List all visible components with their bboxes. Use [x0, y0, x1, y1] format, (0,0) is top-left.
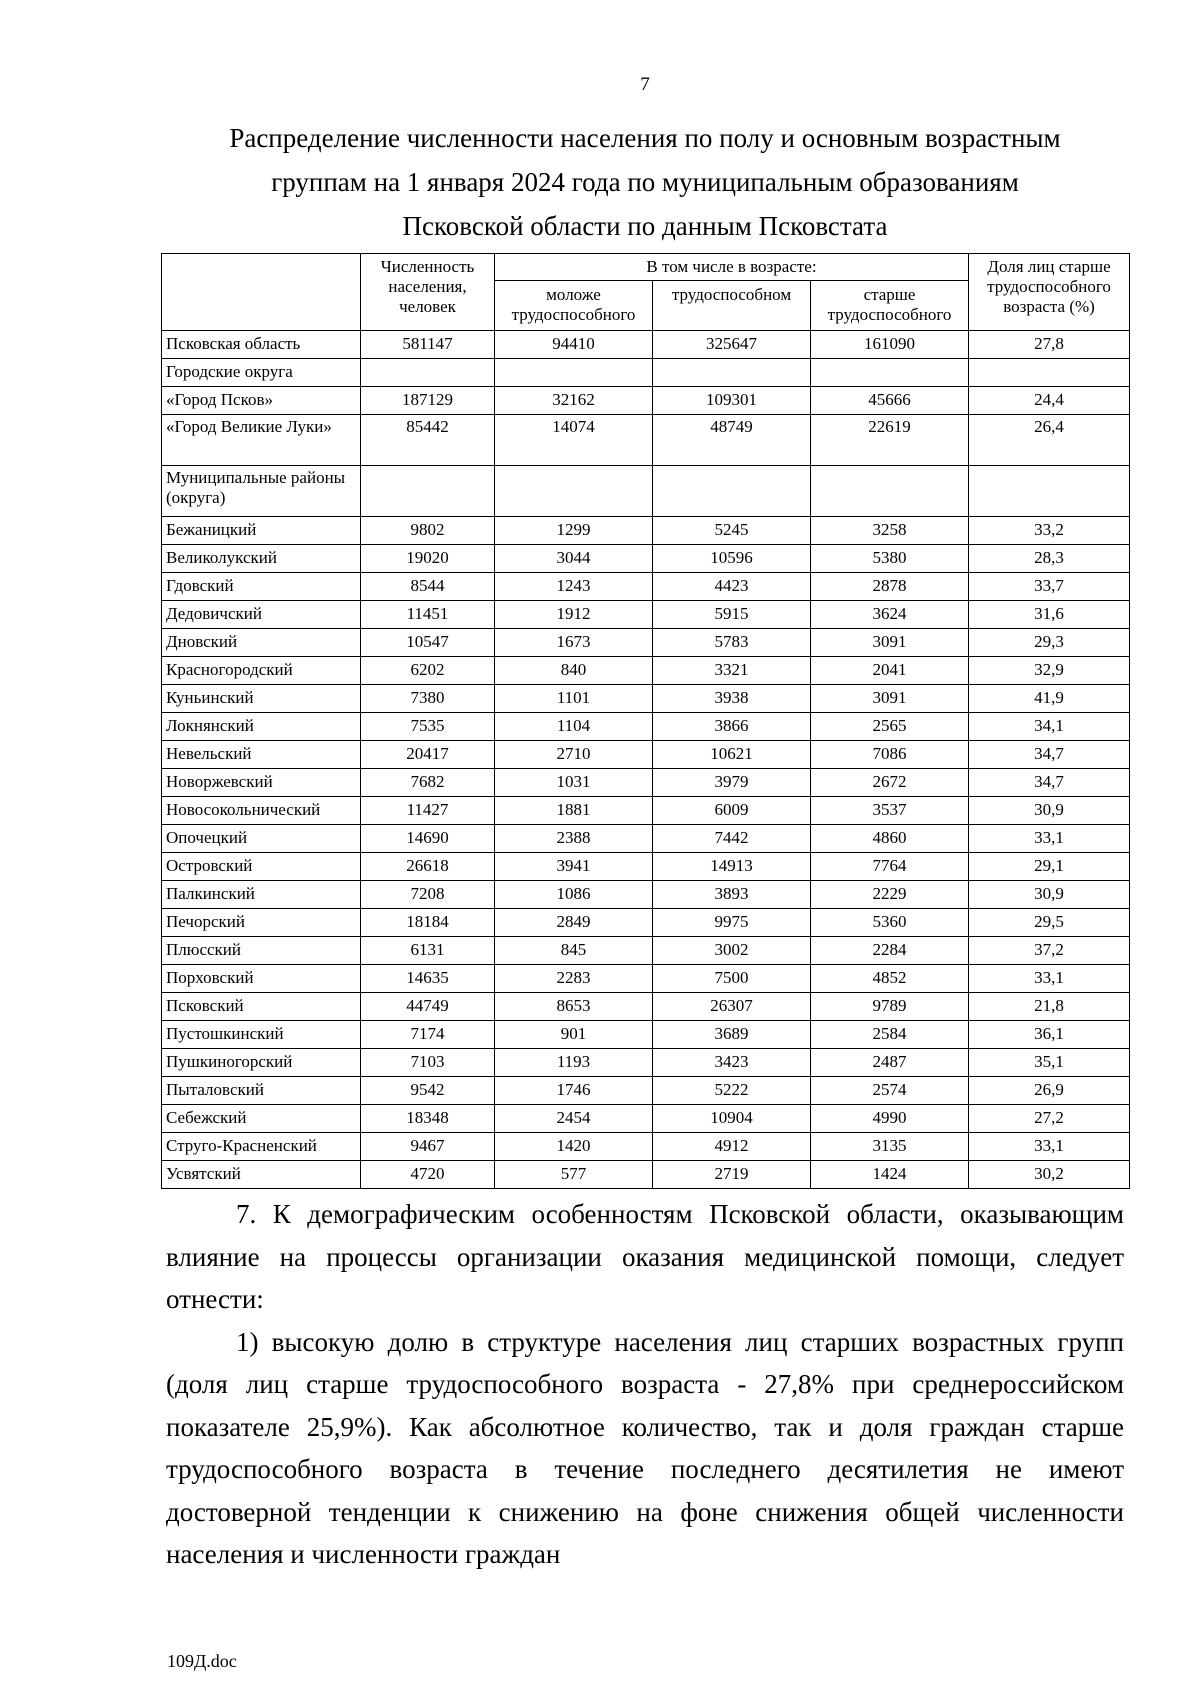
- cell-name: Палкинский: [162, 881, 361, 909]
- table-row: [162, 741, 1130, 769]
- table-row: [162, 1021, 1130, 1049]
- cell-share: 33,7: [969, 573, 1130, 601]
- cell-name: «Город Великие Луки»: [162, 415, 361, 466]
- cell-young: 1746: [495, 1077, 653, 1105]
- cell-young: 2283: [495, 965, 653, 993]
- cell-total: 26618: [361, 853, 495, 881]
- cell-total: 6202: [361, 657, 495, 685]
- cell-young: 1881: [495, 797, 653, 825]
- cell-old: 2565: [811, 713, 969, 741]
- cell-name: Локнянский: [162, 713, 361, 741]
- cell-old: 2284: [811, 937, 969, 965]
- header-younger: моложе трудоспособного: [495, 281, 653, 331]
- cell-total: 14690: [361, 825, 495, 853]
- cell-name: Новоржевский: [162, 769, 361, 797]
- cell-old: 5380: [811, 545, 969, 573]
- cell-young: 1420: [495, 1133, 653, 1161]
- cell-share: 34,7: [969, 769, 1130, 797]
- cell-total: 6131: [361, 937, 495, 965]
- cell-total: 187129: [361, 387, 495, 415]
- cell-name: Дновский: [162, 629, 361, 657]
- cell-share: 33,1: [969, 825, 1130, 853]
- table-row: [162, 965, 1130, 993]
- paragraph-item-7: 7. К демографическим особенностям Псковской области, оказывающим влияние на процессы организации оказания медицинской помощи, следует отнести:: [166, 1199, 1124, 1314]
- cell-name: Струго-Красненский: [162, 1133, 361, 1161]
- cell-name: Псковская область: [162, 331, 361, 359]
- cell-work: [653, 466, 811, 517]
- cell-name: Невельский: [162, 741, 361, 769]
- cell-old: 3135: [811, 1133, 969, 1161]
- table-row: [162, 1077, 1130, 1105]
- cell-total: 18184: [361, 909, 495, 937]
- cell-work: 5915: [653, 601, 811, 629]
- cell-work: 14913: [653, 853, 811, 881]
- table-row: [162, 415, 1130, 466]
- table-row: [162, 993, 1130, 1021]
- cell-name: Печорский: [162, 909, 361, 937]
- cell-share: 31,6: [969, 601, 1130, 629]
- cell-total: 7174: [361, 1021, 495, 1049]
- table-row: [162, 387, 1130, 415]
- table-header: [162, 254, 1130, 331]
- table-row: [162, 713, 1130, 741]
- cell-old: 4852: [811, 965, 969, 993]
- cell-young: 845: [495, 937, 653, 965]
- cell-old: 4990: [811, 1105, 969, 1133]
- table-row: [162, 797, 1130, 825]
- header-working: трудоспособном: [653, 281, 811, 331]
- cell-share: 24,4: [969, 387, 1130, 415]
- cell-name: Красногородский: [162, 657, 361, 685]
- cell-old: 2672: [811, 769, 969, 797]
- cell-work: 10596: [653, 545, 811, 573]
- cell-total: 20417: [361, 741, 495, 769]
- cell-share: 34,7: [969, 741, 1130, 769]
- cell-young: 2710: [495, 741, 653, 769]
- cell-old: 7764: [811, 853, 969, 881]
- cell-young: 1101: [495, 685, 653, 713]
- cell-share: 30,9: [969, 881, 1130, 909]
- cell-old: 2229: [811, 881, 969, 909]
- cell-name: Бежаницкий: [162, 517, 361, 545]
- file-name-footer: 109Д.doc: [167, 1651, 237, 1671]
- cell-total: 85442: [361, 415, 495, 466]
- header-population: Численность населения, человек: [361, 254, 495, 331]
- cell-total: 18348: [361, 1105, 495, 1133]
- population-table: [161, 253, 1130, 1189]
- cell-total: 11451: [361, 601, 495, 629]
- cell-work: 10904: [653, 1105, 811, 1133]
- table-row: [162, 909, 1130, 937]
- cell-share: 36,1: [969, 1021, 1130, 1049]
- cell-total: [361, 359, 495, 387]
- cell-share: 37,2: [969, 937, 1130, 965]
- cell-young: 1299: [495, 517, 653, 545]
- cell-share: 29,5: [969, 909, 1130, 937]
- table-row: [162, 685, 1130, 713]
- cell-total: 14635: [361, 965, 495, 993]
- table-body: [162, 331, 1130, 1189]
- header-older: старше трудоспособного: [811, 281, 969, 331]
- table-row: [162, 545, 1130, 573]
- cell-work: [653, 359, 811, 387]
- cell-work: 109301: [653, 387, 811, 415]
- cell-young: 1912: [495, 601, 653, 629]
- cell-share: 33,2: [969, 517, 1130, 545]
- table-row: [162, 331, 1130, 359]
- cell-work: 3002: [653, 937, 811, 965]
- cell-total: 7535: [361, 713, 495, 741]
- cell-young: 2849: [495, 909, 653, 937]
- cell-share: [969, 466, 1130, 517]
- cell-young: [495, 466, 653, 517]
- cell-work: 3866: [653, 713, 811, 741]
- cell-name: Усвятский: [162, 1161, 361, 1189]
- cell-young: 577: [495, 1161, 653, 1189]
- cell-share: 35,1: [969, 1049, 1130, 1077]
- cell-share: 21,8: [969, 993, 1130, 1021]
- cell-young: 1104: [495, 713, 653, 741]
- cell-total: 11427: [361, 797, 495, 825]
- title-line-2: группам на 1 января 2024 года по муниципальным образованиям: [271, 167, 1019, 197]
- table-row: [162, 601, 1130, 629]
- cell-total: 4720: [361, 1161, 495, 1189]
- cell-name: Себежский: [162, 1105, 361, 1133]
- document-title: [160, 116, 1130, 248]
- cell-work: 9975: [653, 909, 811, 937]
- cell-old: 2041: [811, 657, 969, 685]
- table-row: [162, 825, 1130, 853]
- cell-work: 10621: [653, 741, 811, 769]
- cell-work: 7442: [653, 825, 811, 853]
- cell-old: 7086: [811, 741, 969, 769]
- header-share: Доля лиц старше трудоспособного возраста (%): [969, 254, 1130, 331]
- cell-share: 34,1: [969, 713, 1130, 741]
- table-row: [162, 1105, 1130, 1133]
- cell-share: 29,1: [969, 853, 1130, 881]
- cell-total: 7208: [361, 881, 495, 909]
- cell-name: Опочецкий: [162, 825, 361, 853]
- cell-name: Плюсский: [162, 937, 361, 965]
- table-row: [162, 881, 1130, 909]
- cell-work: 48749: [653, 415, 811, 466]
- cell-old: 3624: [811, 601, 969, 629]
- cell-young: 3044: [495, 545, 653, 573]
- cell-old: 22619: [811, 415, 969, 466]
- table-row: [162, 359, 1130, 387]
- cell-name: Новосокольнический: [162, 797, 361, 825]
- cell-young: 14074: [495, 415, 653, 466]
- cell-total: [361, 466, 495, 517]
- table-row: [162, 1133, 1130, 1161]
- cell-share: 26,4: [969, 415, 1130, 466]
- table-row: [162, 657, 1130, 685]
- cell-name: «Город Псков»: [162, 387, 361, 415]
- cell-work: 3689: [653, 1021, 811, 1049]
- cell-share: 29,3: [969, 629, 1130, 657]
- cell-old: 45666: [811, 387, 969, 415]
- cell-total: 9802: [361, 517, 495, 545]
- cell-share: 26,9: [969, 1077, 1130, 1105]
- cell-old: 1424: [811, 1161, 969, 1189]
- cell-young: [495, 359, 653, 387]
- cell-total: 8544: [361, 573, 495, 601]
- cell-young: 8653: [495, 993, 653, 1021]
- cell-name: Гдовский: [162, 573, 361, 601]
- cell-young: 1193: [495, 1049, 653, 1077]
- cell-work: 5222: [653, 1077, 811, 1105]
- cell-old: 5360: [811, 909, 969, 937]
- cell-name: Дедовичский: [162, 601, 361, 629]
- cell-old: 3537: [811, 797, 969, 825]
- cell-name: Порховский: [162, 965, 361, 993]
- cell-total: 7380: [361, 685, 495, 713]
- cell-work: 7500: [653, 965, 811, 993]
- table-row: [162, 853, 1130, 881]
- cell-young: 1086: [495, 881, 653, 909]
- cell-young: 94410: [495, 331, 653, 359]
- cell-name: Муниципальные районы (округа): [162, 466, 361, 517]
- cell-old: 161090: [811, 331, 969, 359]
- header-empty-cell: [162, 254, 361, 331]
- cell-share: 27,8: [969, 331, 1130, 359]
- paragraph-item-1: 1) высокую долю в структуре населения лиц старших возрастных групп (доля лиц старше трудоспособного возраста - 27,8% при среднероссийском показателе 25,9%). Как абсолютное количество, так и доля граждан старше трудоспособного возраста в течение последнего десятилетия не имеют достоверной тенденции к снижению на фоне снижения общей численности населения и численности граждан: [166, 1326, 1124, 1569]
- cell-work: 3893: [653, 881, 811, 909]
- cell-old: 2574: [811, 1077, 969, 1105]
- cell-name: Городские округа: [162, 359, 361, 387]
- cell-work: 3423: [653, 1049, 811, 1077]
- cell-young: 32162: [495, 387, 653, 415]
- title-line-1: Распределение численности населения по полу и основным возрастным: [229, 123, 1061, 153]
- table-row: [162, 573, 1130, 601]
- cell-total: 581147: [361, 331, 495, 359]
- cell-total: 7682: [361, 769, 495, 797]
- page-number: 7: [640, 74, 650, 95]
- cell-name: Псковский: [162, 993, 361, 1021]
- header-age-group: В том числе в возрасте:: [495, 254, 969, 281]
- table-row: [162, 1161, 1130, 1189]
- cell-work: 4423: [653, 573, 811, 601]
- cell-work: 3321: [653, 657, 811, 685]
- cell-share: 41,9: [969, 685, 1130, 713]
- cell-old: 9789: [811, 993, 969, 1021]
- cell-name: Пыталовский: [162, 1077, 361, 1105]
- cell-name: Островский: [162, 853, 361, 881]
- cell-old: [811, 359, 969, 387]
- cell-old: 2487: [811, 1049, 969, 1077]
- cell-total: 19020: [361, 545, 495, 573]
- cell-total: 7103: [361, 1049, 495, 1077]
- cell-work: 5245: [653, 517, 811, 545]
- cell-young: 1031: [495, 769, 653, 797]
- cell-work: 26307: [653, 993, 811, 1021]
- cell-work: 325647: [653, 331, 811, 359]
- body-text: [166, 1193, 1124, 1576]
- cell-old: 2584: [811, 1021, 969, 1049]
- cell-name: Великолукский: [162, 545, 361, 573]
- cell-name: Куньинский: [162, 685, 361, 713]
- cell-share: 28,3: [969, 545, 1130, 573]
- cell-young: 2388: [495, 825, 653, 853]
- title-line-3: Псковской области по данным Псковстата: [402, 211, 888, 241]
- cell-old: 4860: [811, 825, 969, 853]
- cell-work: 6009: [653, 797, 811, 825]
- cell-work: 5783: [653, 629, 811, 657]
- cell-share: [969, 359, 1130, 387]
- cell-share: 30,9: [969, 797, 1130, 825]
- cell-total: 9467: [361, 1133, 495, 1161]
- table-row: [162, 629, 1130, 657]
- cell-total: 10547: [361, 629, 495, 657]
- cell-old: 3091: [811, 685, 969, 713]
- cell-total: 44749: [361, 993, 495, 1021]
- cell-work: 3938: [653, 685, 811, 713]
- cell-young: 901: [495, 1021, 653, 1049]
- cell-share: 33,1: [969, 965, 1130, 993]
- cell-old: 3091: [811, 629, 969, 657]
- table-row: [162, 937, 1130, 965]
- cell-work: 2719: [653, 1161, 811, 1189]
- cell-name: Пустошкинский: [162, 1021, 361, 1049]
- cell-share: 33,1: [969, 1133, 1130, 1161]
- cell-total: 9542: [361, 1077, 495, 1105]
- table-row: [162, 1049, 1130, 1077]
- cell-old: 3258: [811, 517, 969, 545]
- table-row: [162, 769, 1130, 797]
- cell-young: 3941: [495, 853, 653, 881]
- cell-share: 30,2: [969, 1161, 1130, 1189]
- cell-young: 2454: [495, 1105, 653, 1133]
- cell-young: 1673: [495, 629, 653, 657]
- cell-share: 27,2: [969, 1105, 1130, 1133]
- cell-young: 840: [495, 657, 653, 685]
- table-row: [162, 466, 1130, 517]
- cell-old: [811, 466, 969, 517]
- table-row: [162, 517, 1130, 545]
- cell-old: 2878: [811, 573, 969, 601]
- cell-young: 1243: [495, 573, 653, 601]
- cell-work: 3979: [653, 769, 811, 797]
- cell-name: Пушкиногорский: [162, 1049, 361, 1077]
- cell-share: 32,9: [969, 657, 1130, 685]
- cell-work: 4912: [653, 1133, 811, 1161]
